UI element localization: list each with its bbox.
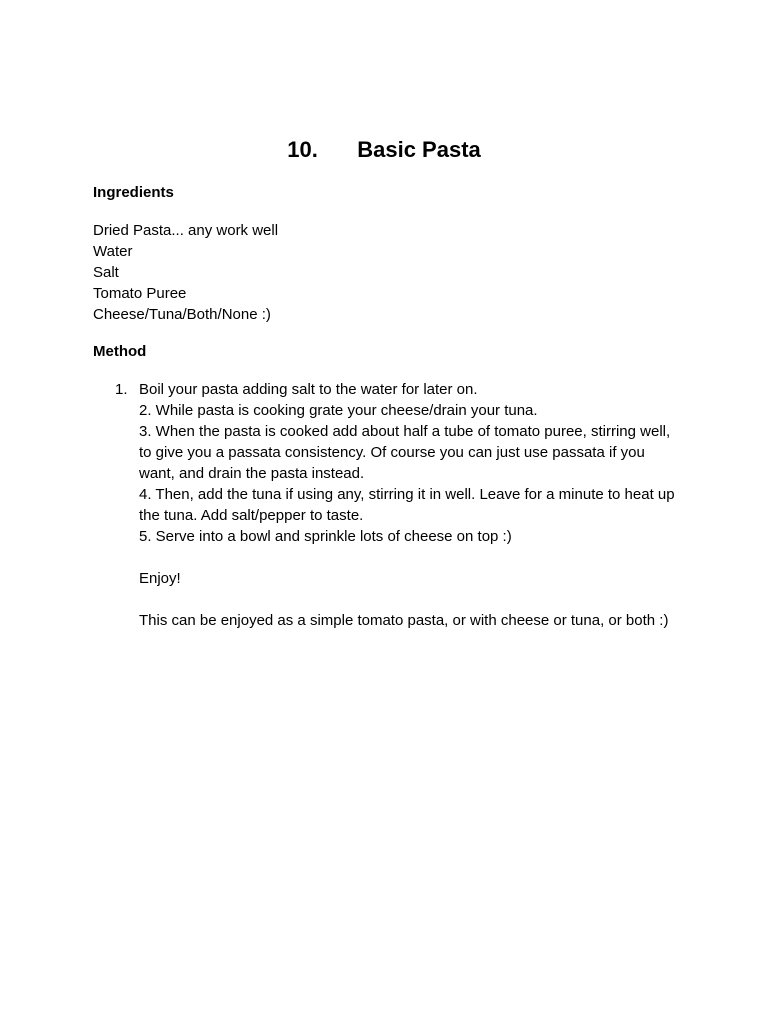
- ingredients-heading: Ingredients: [93, 184, 174, 201]
- method-heading: Method: [93, 343, 147, 360]
- recipe-number: 10.: [287, 137, 318, 162]
- ingredient-item: Tomato Puree: [93, 285, 187, 302]
- enjoy-text: Enjoy!: [139, 570, 181, 587]
- recipe-name: Basic Pasta: [357, 137, 481, 162]
- ingredients-list: [93, 220, 278, 325]
- spacer: [139, 589, 684, 610]
- ingredient-item: Dried Pasta... any work well: [93, 222, 279, 239]
- method-step-4: 4. Then, add the tuna if using any, stirring it in well. Leave for a minute to heat up the tuna. Add salt/pepper to taste.: [139, 486, 675, 524]
- recipe-title: [0, 136, 768, 164]
- method-steps: [115, 379, 684, 631]
- method-step-5: 5. Serve into a bowl and sprinkle lots of cheese on top :): [139, 528, 512, 545]
- step-text: Boil your pasta adding salt to the water for later on.: [139, 381, 478, 398]
- ingredient-item: Water: [93, 243, 133, 260]
- spacer: [139, 547, 684, 568]
- ingredient-item: Cheese/Tuna/Both/None :): [93, 306, 271, 323]
- method-step-2: 2. While pasta is cooking grate your cheese/drain your tuna.: [139, 402, 538, 419]
- method-step-3: 3. When the pasta is cooked add about half a tube of tomato puree, stirring well, to give you a passata consistency. Of course you can just use passata if you want, and drain the pasta instead.: [139, 423, 671, 482]
- method-step-1: [115, 379, 684, 400]
- ingredient-item: Salt: [93, 264, 119, 281]
- serving-note: This can be enjoyed as a simple tomato pasta, or with cheese or tuna, or both :): [139, 612, 669, 629]
- step-number: 1.: [115, 381, 128, 398]
